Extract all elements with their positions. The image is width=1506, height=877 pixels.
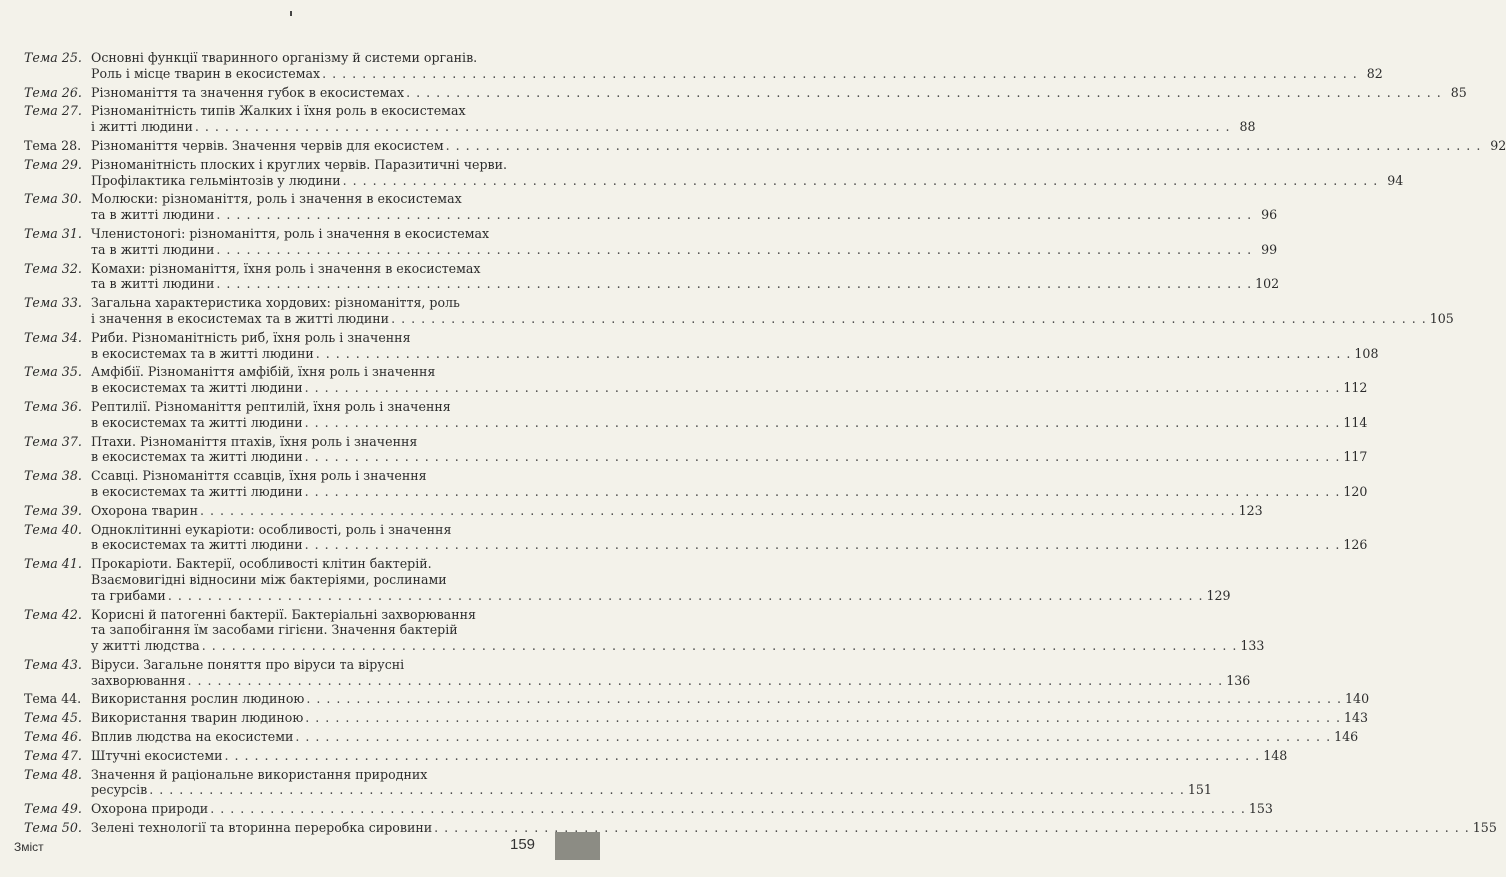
toc-entry-label: Тема 37. [24, 433, 82, 449]
toc-entry-title-line: Птахи. Різноманіття птахів, їхня роль і значення [91, 433, 418, 449]
dot-leader [305, 380, 1341, 396]
toc-entry-title-line: Різноманітність типів Жалких і їхня роль в екосистемах [91, 103, 466, 119]
toc-entry[interactable] [24, 656, 1251, 689]
toc-entry-label: Тема 28. [24, 137, 82, 153]
toc-entry-page: 82 [1366, 65, 1383, 81]
toc-entry-title-line: Риби. Різноманітність риб, їхня роль і значення [91, 329, 411, 345]
toc-entry-page: 123 [1238, 502, 1263, 518]
toc-entry-label: Тема 32. [24, 260, 82, 276]
toc-entry-title [91, 330, 1378, 362]
dot-leader [305, 537, 1341, 553]
toc-entry-title-line: Використання тварин людиною [91, 710, 304, 726]
toc-entry-page: 99 [1261, 241, 1278, 257]
toc-entry[interactable] [24, 137, 1506, 154]
toc-entry-label: Тема 34. [24, 329, 82, 345]
dot-leader [149, 782, 1185, 798]
toc-entry-title [91, 820, 1497, 836]
toc-entry[interactable] [24, 295, 1454, 327]
dot-leader [295, 729, 1331, 745]
toc-entry-title [91, 138, 1506, 154]
dot-leader [168, 588, 1204, 604]
toc-entry-title-line: Молюски: різноманіття, роль і значення в екосистемах [91, 191, 462, 207]
toc-entry[interactable] [24, 433, 1368, 466]
toc-entry-label: Тема 38. [24, 468, 82, 484]
toc-entry-title [91, 657, 1250, 689]
toc-entry[interactable] [24, 766, 1212, 799]
toc-entry-title-line: у житті людства [91, 638, 200, 654]
dot-leader [305, 484, 1341, 500]
toc-entry-title [91, 710, 1368, 726]
dot-leader [200, 503, 1236, 519]
toc-entry-title [91, 399, 1367, 431]
toc-entry-page: 92 [1490, 137, 1506, 153]
toc-entry[interactable] [24, 398, 1368, 431]
toc-entry-page: 108 [1354, 345, 1379, 361]
toc-entry-title [91, 468, 1367, 500]
toc-entry-title [91, 295, 1454, 327]
dot-leader [216, 242, 1252, 258]
toc-entry-title-line: в екосистемах та в житті людини [91, 345, 314, 361]
dot-leader [305, 710, 1341, 726]
toc-entry-page: 140 [1345, 691, 1370, 707]
toc-entry-label: Тема 26. [24, 84, 82, 100]
toc-entry-title-line: і житті людини [91, 119, 193, 135]
dot-leader [322, 66, 1358, 82]
footer-tab-marker [555, 832, 600, 860]
toc-entry-title [91, 157, 1403, 189]
toc-entry-title [91, 691, 1369, 707]
toc-entry-title [91, 801, 1273, 817]
toc-entry-title-line: Прокаріоти. Бактерії, особливості клітин бактерій. [91, 556, 432, 572]
toc-entry-title-line: та в житті людини [91, 276, 215, 292]
scan-speck [290, 11, 292, 16]
toc-entry[interactable] [24, 729, 1359, 745]
toc-entry-title-line: Різноманітність плоских і круглих червів. Паразитичні черви. [91, 156, 508, 172]
toc-entry-title-line: в екосистемах та житті людини [91, 414, 303, 430]
dot-leader [316, 346, 1352, 362]
toc-entry[interactable] [24, 747, 1288, 764]
toc-entry-label: Тема 44. [24, 691, 82, 707]
toc-entry-title-line: та в житті людини [91, 241, 215, 257]
table-of-contents [24, 50, 1506, 839]
dot-leader [446, 138, 1482, 154]
toc-entry[interactable] [24, 801, 1273, 817]
toc-entry-title-line: ресурсів [91, 782, 148, 798]
toc-entry[interactable] [24, 521, 1368, 554]
toc-entry-title-line: Охорона природи [91, 801, 209, 817]
dot-leader [305, 415, 1341, 431]
toc-entry-title-line: Загальна характеристика хордових: різноманіття, роль [91, 295, 460, 311]
toc-entry-label: Тема 33. [24, 295, 82, 311]
toc-entry-page: 126 [1343, 537, 1368, 553]
toc-entry-title-line: Взаємовигідні відносини між бактеріями, рослинами [91, 571, 447, 587]
toc-entry-title-line: захворювання [91, 672, 186, 688]
toc-entry[interactable] [24, 606, 1265, 654]
toc-entry-page: 148 [1263, 747, 1288, 763]
toc-entry-title-line: Роль і місце тварин в екосистемах [91, 65, 321, 81]
dot-leader [305, 449, 1341, 465]
toc-entry-page: 114 [1343, 414, 1368, 430]
toc-entry-title-line: Віруси. Загальне поняття про віруси та вірусні [91, 656, 405, 672]
toc-entry-title [91, 261, 1279, 293]
toc-entry-page: 155 [1472, 820, 1497, 836]
toc-entry-page: 153 [1248, 801, 1273, 817]
dot-leader [391, 311, 1427, 327]
dot-leader [188, 673, 1224, 689]
dot-leader [225, 748, 1261, 764]
dot-leader [216, 207, 1252, 223]
toc-entry-page: 143 [1343, 710, 1369, 726]
toc-entry[interactable] [24, 820, 1497, 836]
toc-entry-label: Тема 25. [24, 50, 82, 65]
toc-entry-page: 94 [1387, 172, 1404, 188]
toc-entry-label: Тема 27. [24, 103, 82, 119]
toc-entry-title [91, 556, 1231, 603]
toc-entry-title [91, 748, 1287, 764]
toc-entry-title-line: в екосистемах та житті людини [91, 449, 303, 465]
toc-entry[interactable] [24, 103, 1256, 135]
toc-entry-title-line: та запобігання їм засобами гігієни. Значення бактерій [91, 622, 458, 638]
dot-leader [216, 276, 1252, 292]
toc-entry[interactable] [24, 364, 1368, 396]
toc-entry[interactable] [24, 191, 1278, 223]
toc-entry-page: 85 [1450, 84, 1467, 100]
toc-entry-label: Тема 35. [24, 364, 82, 380]
toc-entry-title-line: Корисні й патогенні бактерії. Бактеріальні захворювання [91, 606, 476, 622]
toc-entry-page: 120 [1343, 483, 1368, 499]
toc-entry-title-line: Одноклітинні еукаріоти: особливості, роль і значення [91, 521, 452, 537]
dot-leader [406, 85, 1442, 101]
toc-entry-label: Тема 42. [24, 606, 82, 622]
toc-entry-page: 96 [1261, 207, 1278, 223]
toc-entry[interactable] [24, 156, 1404, 189]
toc-entry-title-line: Членистоногі: різноманіття, роль і значення в екосистемах [91, 225, 490, 241]
toc-entry-page: 129 [1206, 587, 1231, 603]
toc-entry-title [91, 607, 1264, 654]
toc-entry-page: 151 [1187, 782, 1212, 798]
toc-entry-label: Тема 47. [24, 747, 82, 763]
toc-entry-title-line: і значення в екосистемах та в житті людини [91, 310, 390, 326]
toc-entry-title-line: Використання рослин людиною [91, 691, 305, 707]
toc-entry-label: Тема 31. [24, 225, 82, 241]
toc-entry-page: 105 [1429, 310, 1454, 326]
toc-entry[interactable] [24, 329, 1379, 362]
toc-entry-label: Тема 49. [24, 801, 82, 817]
toc-entry-page: 102 [1255, 276, 1280, 292]
toc-entry-label: Тема 48. [24, 766, 82, 782]
toc-entry[interactable] [24, 50, 1383, 82]
toc-entry-title [91, 103, 1256, 135]
toc-entry-label: Тема 40. [24, 521, 82, 537]
toc-entry-title-line: Ссавці. Різноманіття ссавців, їхня роль і значення [91, 468, 427, 484]
footer-page-number: 159 [510, 836, 536, 853]
toc-entry-title-line: Профілактика гельмінтозів у людини [91, 172, 341, 188]
toc-entry-label: Тема 45. [24, 710, 82, 726]
toc-entry-title [91, 191, 1277, 223]
dot-leader [210, 801, 1246, 817]
toc-entry-label: Тема 46. [24, 729, 82, 745]
toc-entry-title-line: Комахи: різноманіття, їхня роль і значення в екосистемах [91, 260, 481, 276]
dot-leader [306, 691, 1342, 707]
toc-entry-title-line: Основні функції тваринного організму й системи органів. [91, 50, 478, 65]
toc-entry-label: Тема 43. [24, 656, 82, 672]
toc-entry-title-line: Значення й раціональне використання природних [91, 766, 428, 782]
toc-entry-title-line: та в житті людини [91, 207, 215, 223]
toc-entry-page: 112 [1343, 380, 1368, 396]
toc-entry[interactable] [24, 225, 1278, 258]
toc-entry-title [91, 522, 1367, 554]
dot-leader [202, 638, 1238, 654]
toc-entry-label: Тема 30. [24, 191, 82, 207]
toc-entry-title-line: Амфібії. Різноманіття амфібій, їхня роль і значення [91, 364, 436, 380]
toc-entry-title-line: Різноманіття та значення губок в екосистемах [91, 84, 405, 100]
toc-entry-title-line: Вплив людства на екосистеми [91, 729, 294, 745]
toc-entry-title [91, 434, 1367, 466]
toc-entry-title-line: в екосистемах та житті людини [91, 483, 303, 499]
toc-entry[interactable] [24, 84, 1467, 101]
footer-section-label: Зміст [14, 840, 44, 854]
toc-entry-label: Тема 36. [24, 398, 82, 414]
toc-entry-label: Тема 39. [24, 502, 82, 518]
toc-entry-title [91, 729, 1358, 745]
toc-entry-title [91, 85, 1467, 101]
toc-entry[interactable] [24, 710, 1369, 726]
dot-leader [343, 173, 1379, 189]
toc-entry-title-line: Зелені технології та вторинна переробка сировини [91, 820, 433, 836]
toc-entry-title [91, 767, 1212, 799]
toc-entry-title-line: Різноманіття червів. Значення червів для екосистем [91, 137, 444, 153]
toc-entry-title [91, 50, 1383, 82]
toc-entry-title-line: Штучні екосистеми [91, 747, 223, 763]
toc-entry-page: 136 [1226, 672, 1251, 688]
toc-entry-title [91, 364, 1367, 396]
toc-entry-title-line: та грибами [91, 587, 166, 603]
toc-entry-label: Тема 41. [24, 556, 82, 572]
dot-leader [195, 119, 1231, 135]
toc-entry-page: 88 [1239, 119, 1256, 135]
toc-entry-title-line: в екосистемах та житті людини [91, 380, 303, 396]
toc-entry-title [91, 503, 1263, 519]
toc-entry[interactable] [24, 691, 1370, 707]
toc-entry-page: 117 [1343, 449, 1368, 465]
toc-entry-title-line: Охорона тварин [91, 502, 198, 518]
toc-entry[interactable] [24, 502, 1263, 519]
toc-entry[interactable] [24, 556, 1231, 603]
toc-entry[interactable] [24, 260, 1280, 293]
toc-entry-label: Тема 29. [24, 156, 82, 172]
toc-entry-page: 146 [1334, 729, 1359, 745]
toc-entry-title-line: в екосистемах та житті людини [91, 537, 303, 553]
toc-entry-page: 133 [1240, 638, 1265, 654]
toc-entry-title-line: Рептилії. Різноманіття рептилій, їхня роль і значення [91, 398, 451, 414]
toc-entry[interactable] [24, 468, 1368, 500]
toc-entry-label: Тема 50. [24, 820, 82, 836]
toc-entry-title [91, 226, 1277, 258]
